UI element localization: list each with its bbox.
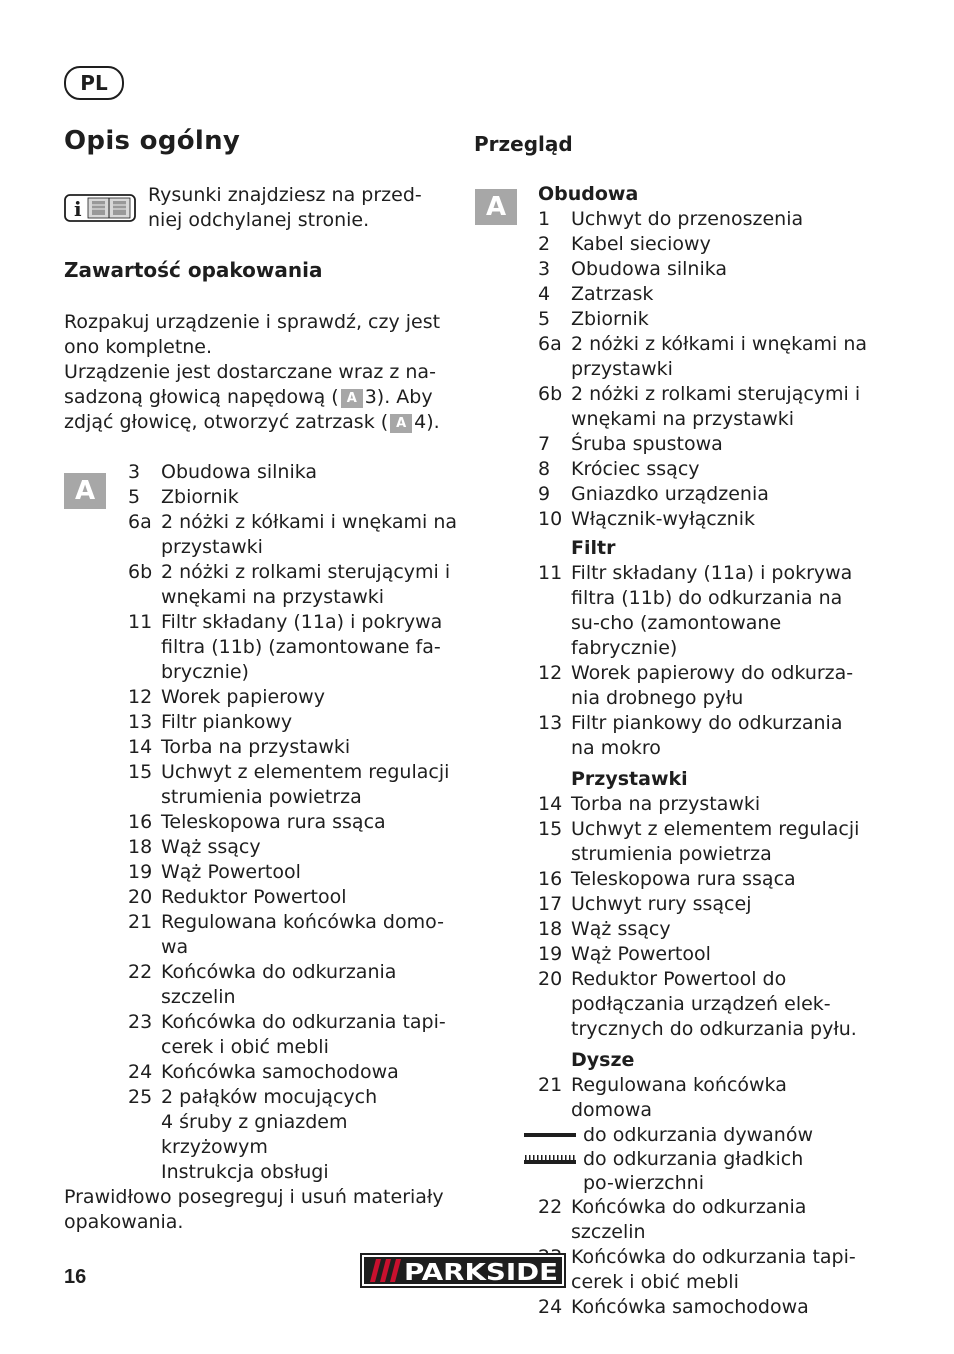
text-line: Rozpakuj urządzenie i sprawdź, czy jest bbox=[64, 311, 441, 333]
list-item bbox=[538, 482, 868, 507]
item-number: 21 bbox=[538, 1074, 563, 1096]
list-item bbox=[538, 1245, 868, 1295]
list-item bbox=[128, 685, 458, 710]
list-item bbox=[538, 232, 868, 257]
item-text: Końcówka do odkurzania szczelin bbox=[571, 1196, 807, 1243]
item-text: Regulowana końcówka domo-wa bbox=[161, 911, 444, 958]
item-number: 6a bbox=[538, 333, 562, 355]
item-text: Filtr piankowy bbox=[161, 711, 293, 733]
item-number: 14 bbox=[538, 793, 563, 815]
text-line: opakowania. bbox=[64, 1211, 184, 1233]
figure-a-badge: A bbox=[64, 473, 106, 509]
list-item bbox=[538, 967, 868, 1042]
info-note-line: Rysunki znajdziesz na przed- bbox=[148, 184, 422, 206]
info-note bbox=[148, 183, 422, 233]
item-text: 2 pałąków mocujących bbox=[161, 1086, 378, 1108]
item-text: Teleskopowa rura ssąca bbox=[161, 811, 386, 833]
item-text: Regulowana końcówka domowa bbox=[571, 1074, 787, 1121]
list-item bbox=[538, 892, 868, 917]
list-item bbox=[538, 661, 868, 711]
list-item bbox=[128, 460, 458, 485]
hard-floor-mode-icon bbox=[524, 1155, 576, 1164]
item-text: Gniazdko urządzenia bbox=[571, 483, 769, 505]
list-item bbox=[128, 835, 458, 860]
item-text: Wąż Powertool bbox=[161, 861, 301, 883]
item-number: 17 bbox=[538, 893, 563, 915]
item-text: Końcówka do odkurzania szczelin bbox=[161, 961, 397, 1008]
nozzle-items bbox=[538, 1073, 868, 1123]
text-fragment: 3). Aby bbox=[364, 386, 433, 408]
item-number: 15 bbox=[538, 818, 563, 840]
item-text: Reduktor Powertool bbox=[161, 886, 347, 908]
attachment-items bbox=[538, 792, 868, 1042]
item-text: Wąż Powertool bbox=[571, 943, 711, 965]
list-item bbox=[128, 485, 458, 510]
item-number: 22 bbox=[538, 1196, 563, 1218]
item-number: 1 bbox=[538, 208, 551, 230]
list-item bbox=[538, 457, 868, 482]
list-item bbox=[128, 1085, 458, 1110]
list-item bbox=[128, 810, 458, 835]
item-number: 4 bbox=[538, 283, 551, 305]
list-item bbox=[538, 561, 868, 661]
item-number: 12 bbox=[128, 686, 153, 708]
list-item bbox=[538, 1195, 868, 1245]
list-item bbox=[538, 382, 868, 432]
item-number: 15 bbox=[128, 761, 153, 783]
item-number: 16 bbox=[538, 868, 563, 890]
list-item bbox=[128, 885, 458, 910]
figure-a-badge: A bbox=[475, 189, 517, 225]
list-item bbox=[538, 332, 868, 382]
mode-carpet bbox=[538, 1123, 868, 1147]
item-number: 12 bbox=[538, 662, 563, 684]
list-item bbox=[128, 910, 458, 960]
item-number: 6a bbox=[128, 511, 152, 533]
item-number: 20 bbox=[128, 886, 153, 908]
list-item bbox=[128, 1060, 458, 1085]
item-number: 18 bbox=[128, 836, 153, 858]
svg-text:PARKSIDE: PARKSIDE bbox=[404, 1260, 558, 1286]
item-text: Końcówka do odkurzania tapi-cerek i obić mebli bbox=[571, 1246, 856, 1293]
item-text: Obudowa silnika bbox=[571, 258, 728, 280]
carpet-mode-icon bbox=[524, 1133, 576, 1137]
item-text: Wąż ssący bbox=[161, 836, 261, 858]
list-item bbox=[128, 560, 458, 610]
text-fragment: zdjąć głowicę, otworzyć zatrzask ( bbox=[64, 411, 389, 433]
page-number: 16 bbox=[64, 1266, 87, 1288]
item-text: 2 nóżki z rolkami sterującymi i wnękami na przystawki bbox=[571, 383, 861, 430]
package-contents-heading: Zawartość opakowania bbox=[64, 258, 323, 282]
list-item bbox=[538, 817, 868, 867]
group-label-filter: Filtr bbox=[571, 537, 616, 559]
item-text: 2 nóżki z rolkami sterującymi i wnękami na przystawki bbox=[161, 561, 451, 608]
list-item bbox=[538, 1073, 868, 1123]
list-item bbox=[128, 510, 458, 560]
item-text: Zbiornik bbox=[571, 308, 649, 330]
item-text: Reduktor Powertool do podłączania urządzeń elek-trycznych do odkurzania pyłu. bbox=[571, 968, 857, 1040]
item-number: 18 bbox=[538, 918, 563, 940]
item-text: Filtr piankowy do odkurzania na mokro bbox=[571, 712, 843, 759]
unpack-instructions bbox=[64, 310, 454, 435]
item-text: Kabel sieciowy bbox=[571, 233, 711, 255]
item-number: 8 bbox=[538, 458, 551, 480]
filter-items bbox=[538, 561, 868, 761]
list-item bbox=[128, 735, 458, 760]
list-item bbox=[538, 711, 868, 761]
item-text: Teleskopowa rura ssąca bbox=[571, 868, 796, 890]
list-item bbox=[538, 282, 868, 307]
item-number: 11 bbox=[128, 611, 153, 633]
item-text: Śruba spustowa bbox=[571, 433, 723, 455]
item-number: 5 bbox=[128, 486, 141, 508]
item-text: 2 nóżki z kółkami i wnękami na przystawki bbox=[571, 333, 868, 380]
list-item bbox=[538, 792, 868, 817]
item-number: 7 bbox=[538, 433, 551, 455]
item-number: 13 bbox=[128, 711, 153, 733]
text-line bbox=[64, 410, 454, 435]
item-number: 10 bbox=[538, 508, 563, 530]
item-number: 3 bbox=[128, 461, 141, 483]
item-text: Uchwyt z elementem regulacji strumienia powietrza bbox=[161, 761, 450, 808]
nozzle-items-more bbox=[538, 1195, 868, 1320]
info-note-line: niej odchylanej stronie. bbox=[148, 209, 370, 231]
section-title-overview: Przegląd bbox=[474, 132, 573, 156]
item-text: Filtr składany (11a) i pokrywa filtra (11b) do odkurzania na su-cho (zamontowane fabrycznie) bbox=[571, 562, 853, 659]
section-title-general: Opis ogólny bbox=[64, 126, 241, 156]
disposal-note bbox=[64, 1185, 444, 1235]
item-text: Zbiornik bbox=[161, 486, 239, 508]
list-item bbox=[538, 917, 868, 942]
item-text: Instrukcja obsługi bbox=[161, 1161, 329, 1183]
item-number: 24 bbox=[538, 1296, 563, 1318]
parkside-logo bbox=[360, 1253, 566, 1288]
item-number: 3 bbox=[538, 258, 551, 280]
item-text: Końcówka samochodowa bbox=[161, 1061, 399, 1083]
item-text: Końcówka do odkurzania tapi-cerek i obić mebli bbox=[161, 1011, 446, 1058]
item-text: Zatrzask bbox=[571, 283, 654, 305]
item-number: 14 bbox=[128, 736, 153, 758]
list-item bbox=[128, 1110, 458, 1160]
mode-text: do odkurzania gładkich po-wierzchni bbox=[583, 1148, 804, 1194]
list-item bbox=[128, 610, 458, 685]
text-line: Prawidłowo posegreguj i usuń materiały bbox=[64, 1186, 444, 1208]
item-text: Wąż ssący bbox=[571, 918, 671, 940]
list-item bbox=[538, 432, 868, 457]
nozzle-21-modes bbox=[538, 1123, 868, 1195]
item-number: 6b bbox=[538, 383, 563, 405]
list-item bbox=[538, 867, 868, 892]
item-number: 21 bbox=[128, 911, 153, 933]
item-number: 23 bbox=[128, 1011, 153, 1033]
svg-text:i: i bbox=[74, 197, 82, 221]
group-label-attachments: Przystawki bbox=[571, 768, 688, 790]
package-contents-list bbox=[128, 460, 458, 1185]
item-text: Uchwyt z elementem regulacji strumienia powietrza bbox=[571, 818, 860, 865]
item-number: 11 bbox=[538, 562, 563, 584]
item-text: 4 śruby z gniazdem krzyżowym bbox=[161, 1111, 348, 1158]
list-item bbox=[538, 207, 868, 232]
item-text: Uchwyt rury ssącej bbox=[571, 893, 752, 915]
text-line bbox=[64, 385, 454, 410]
item-number: 9 bbox=[538, 483, 551, 505]
text-fragment: 4). bbox=[414, 411, 440, 433]
item-number: 5 bbox=[538, 308, 551, 330]
item-number: 19 bbox=[128, 861, 153, 883]
item-number: 20 bbox=[538, 968, 563, 990]
list-item bbox=[538, 307, 868, 332]
overview-list bbox=[538, 182, 868, 1320]
list-item bbox=[128, 760, 458, 810]
list-item bbox=[538, 1295, 868, 1320]
text-fragment: sadzoną głowicą napędową ( bbox=[64, 386, 339, 408]
language-badge: PL bbox=[64, 66, 124, 100]
item-number: 22 bbox=[128, 961, 153, 983]
item-number: 6b bbox=[128, 561, 153, 583]
item-text: Torba na przystawki bbox=[571, 793, 761, 815]
figure-a-ref: A bbox=[390, 414, 412, 433]
text-line: ono kompletne. bbox=[64, 336, 213, 358]
info-book-icon bbox=[64, 192, 136, 224]
list-item bbox=[128, 710, 458, 735]
item-text: Króciec ssący bbox=[571, 458, 700, 480]
list-item bbox=[538, 942, 868, 967]
list-item bbox=[128, 1010, 458, 1060]
item-text: Worek papierowy do odkurza-nia drobnego pyłu bbox=[571, 662, 854, 709]
list-item bbox=[538, 507, 868, 532]
mode-text: do odkurzania dywanów bbox=[583, 1124, 813, 1146]
group-label-nozzles: Dysze bbox=[571, 1049, 635, 1071]
housing-items bbox=[538, 207, 868, 532]
item-text: Uchwyt do przenoszenia bbox=[571, 208, 804, 230]
item-text: Worek papierowy bbox=[161, 686, 325, 708]
item-number: 25 bbox=[128, 1086, 153, 1108]
item-text: Filtr składany (11a) i pokrywa filtra (11b) (zamontowane fa-brycznie) bbox=[161, 611, 443, 683]
mode-hard-floor bbox=[538, 1147, 868, 1195]
item-number: 16 bbox=[128, 811, 153, 833]
item-text: 2 nóżki z kółkami i wnękami na przystawki bbox=[161, 511, 458, 558]
list-item bbox=[128, 960, 458, 1010]
group-label-housing: Obudowa bbox=[538, 183, 639, 205]
item-number: 13 bbox=[538, 712, 563, 734]
list-item bbox=[128, 1160, 458, 1185]
item-text: Torba na przystawki bbox=[161, 736, 351, 758]
item-number: 19 bbox=[538, 943, 563, 965]
list-item bbox=[128, 860, 458, 885]
figure-a-ref: A bbox=[341, 389, 363, 408]
list-item bbox=[538, 257, 868, 282]
text-line: Urządzenie jest dostarczane wraz z na- bbox=[64, 361, 436, 383]
item-text: Włącznik-wyłącznik bbox=[571, 508, 755, 530]
item-text: Obudowa silnika bbox=[161, 461, 318, 483]
item-number: 2 bbox=[538, 233, 551, 255]
item-number: 24 bbox=[128, 1061, 153, 1083]
item-text: Końcówka samochodowa bbox=[571, 1296, 809, 1318]
